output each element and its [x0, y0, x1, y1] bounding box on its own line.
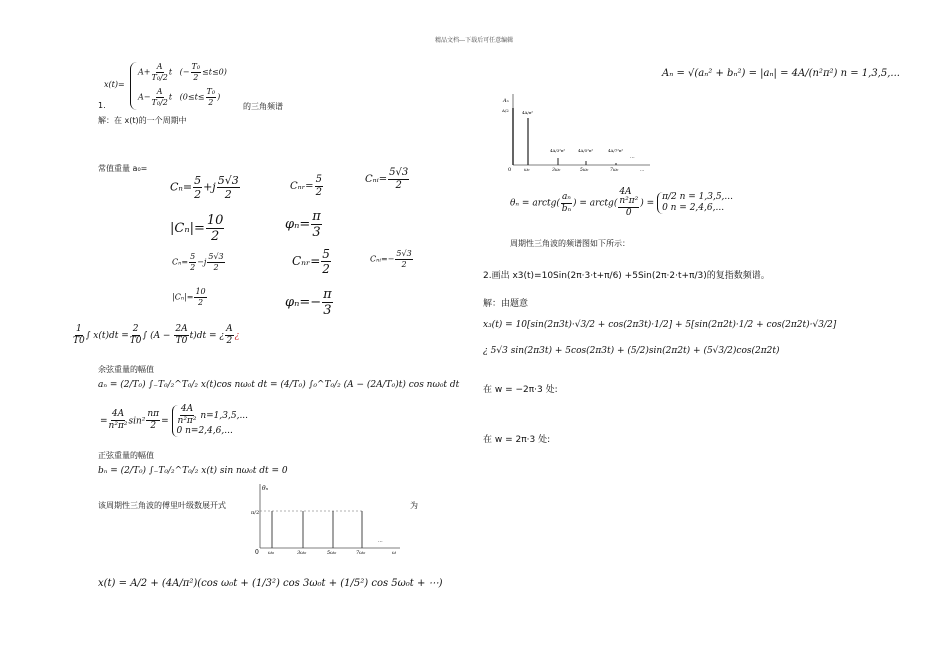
phase-tick-3: 3ω₀	[297, 550, 307, 556]
amp-half-label: A/2	[502, 108, 509, 113]
cn-row1: Cₙ= $\frac{5}{2}$ +j $\frac{5√3}{2}$	[170, 174, 239, 201]
page-header-note: 精品文档---下载后可任意编辑	[435, 37, 514, 44]
bn-equation: bₙ = (2/T₀) ∫₋T₀/₂^T₀/₂ x(t) sin nω₀t dt = 0	[98, 466, 288, 476]
sin-title: 正弦重量的幅值	[98, 451, 154, 460]
piecewise-brace	[130, 62, 137, 110]
w-pos-label: 在 w = 2π·3 处:	[483, 435, 551, 445]
cni-row1: Cₙᵢ= $\frac{5√3}{2}$	[365, 167, 409, 191]
tri-title: 的三角频谱	[243, 102, 283, 111]
w-neg-label: 在 w = −2π·3 处:	[483, 385, 558, 395]
amp-origin: 0	[508, 167, 512, 173]
phi-row1: φₙ= $\frac{\pi}{3}$	[285, 209, 321, 240]
amplitude-spectrum-chart	[500, 90, 655, 175]
xt-label: x(t)=	[104, 80, 125, 89]
theta-eq: θₙ = arctg( $\frac{\text{aₙ}}{\text{bₙ}}$ ) = arctg( 4A n²π² 0 ) = π/2 n = 1,3,5,... 0 n = 2,4,6,...	[510, 187, 733, 218]
piece-1: A+ $\frac{A}{\text{T₀/2}}$ t (− $\frac{\text{T₀}}{2}$ ≤t≤0)	[138, 62, 227, 82]
item-number: 1.	[98, 101, 106, 110]
dc-label: 常值重量 a₀=	[98, 164, 148, 173]
cni-row2: Cₙᵢ=− $\frac{5√3}{2}$	[370, 249, 412, 269]
mag-row2: |Cₙ|= $\frac{10}{2}$	[172, 287, 206, 307]
amp-peak-label: 4A/π²	[522, 110, 534, 115]
amp-tick-1: ω₀	[524, 168, 530, 173]
amp-label-3: 4A/3²π²	[550, 148, 566, 153]
phase-origin: 0	[255, 549, 259, 556]
amp-tick-3: 3ω₀	[552, 168, 561, 173]
x3-eq-1: x₃(t) = 10[sin(2π3t)·√3/2 + cos(2π3t)·1/2] + 5[sin(2π2t)·1/2 + cos(2π2t)·√3/2]	[483, 320, 837, 330]
question-2: 2.画出 x3(t)=10Sin(2π·3·t+π/6) +5Sin(2π·2·t+π/3)的复指数频谱。	[483, 271, 770, 281]
cos-title: 余弦重量的幅值	[98, 365, 154, 374]
phi-row2: φₙ=− $\frac{\pi}{3}$	[285, 287, 332, 318]
phase-half-pi: π/2	[251, 510, 260, 516]
phase-tick-5: 5ω₀	[327, 550, 337, 556]
amp-tick-7: 7ω₀	[610, 168, 619, 173]
amp-dots: ...	[630, 154, 635, 160]
amp-label-5: 4A/5²π²	[578, 148, 594, 153]
cnr-row1: Cₙᵣ= $\frac{5}{2}$	[290, 174, 322, 198]
solution-label: 解：由题意	[483, 299, 529, 309]
fourier-wei: 为	[410, 501, 418, 510]
phase-y-label: θₙ	[262, 485, 269, 492]
amp-label-7: 4A/7²π²	[608, 148, 624, 153]
phase-x-label: ω	[392, 550, 397, 556]
an-result: = $\frac{4A}{\text{n²π²}}$ sin² $\frac{n\pi}{2}$ = $\frac{4A}{\text{n²π²}}$ n=1,3,5,... 0 n=2,4,6,...	[100, 404, 249, 436]
an-equation: aₙ = (2/T₀) ∫₋T₀/₂^T₀/₂ x(t)cos nω₀t dt = (4/T₀) ∫₀^T₀/₂ (A − (2A/T₀)t) cos nω₀t dt	[98, 380, 460, 390]
phase-spectrum-chart	[248, 478, 406, 558]
piece-2: A− $\frac{A}{\text{T₀/2}}$ t (0≤t≤ $\frac{\text{T₀}}{2}$ )	[138, 87, 221, 107]
avg-eq: $\frac{1}{T0}$ ∫ x(t)dt = $\frac{2}{T0}$ ∫ (A − $\frac{2A}{T0}$ t)dt = ¿ $\frac{A}{2}$ ¿	[73, 324, 240, 346]
amp-tick-more: ...	[640, 168, 645, 173]
phase-tick-1: ω₀	[268, 550, 275, 556]
mag-row1: |Cₙ|= $\frac{10}{2}$	[170, 213, 224, 244]
cnr-row2: Cₙᵣ= $\frac{5}{2}$	[292, 247, 330, 276]
fourier-series-eq: x(t) = A/2 + (4A/π²)(cos ω₀t + (1/3²) cos 3ω₀t + (1/5²) cos 5ω₀t + ⋯)	[98, 578, 443, 589]
amp-y-label: Aₙ	[503, 98, 509, 104]
periodic-note: 周期性三角波的频谱图如下所示：	[510, 239, 630, 248]
an-top-eq: Aₙ = √(aₙ² + bₙ²) = |aₙ| = 4A/(n²π²) n = 1,3,5,...	[662, 68, 900, 79]
phase-tick-7: 7ω₀	[356, 550, 366, 556]
cn-row2: Cₙ= $\frac{5}{2}$ −j $\frac{5√3}{2}$	[172, 252, 224, 272]
amp-tick-5: 5ω₀	[580, 168, 589, 173]
phase-dots: ...	[378, 538, 383, 544]
x3-eq-2: ¿ 5√3 sin(2π3t) + 5cos(2π3t) + (5/2)sin(2π2t) + (5√3/2)cos(2π2t)	[483, 346, 780, 356]
solution-intro: 解：在 x(t)的一个周期中	[98, 116, 187, 125]
fourier-intro: 该周期性三角波的傅里叶级数展开式	[98, 501, 226, 510]
